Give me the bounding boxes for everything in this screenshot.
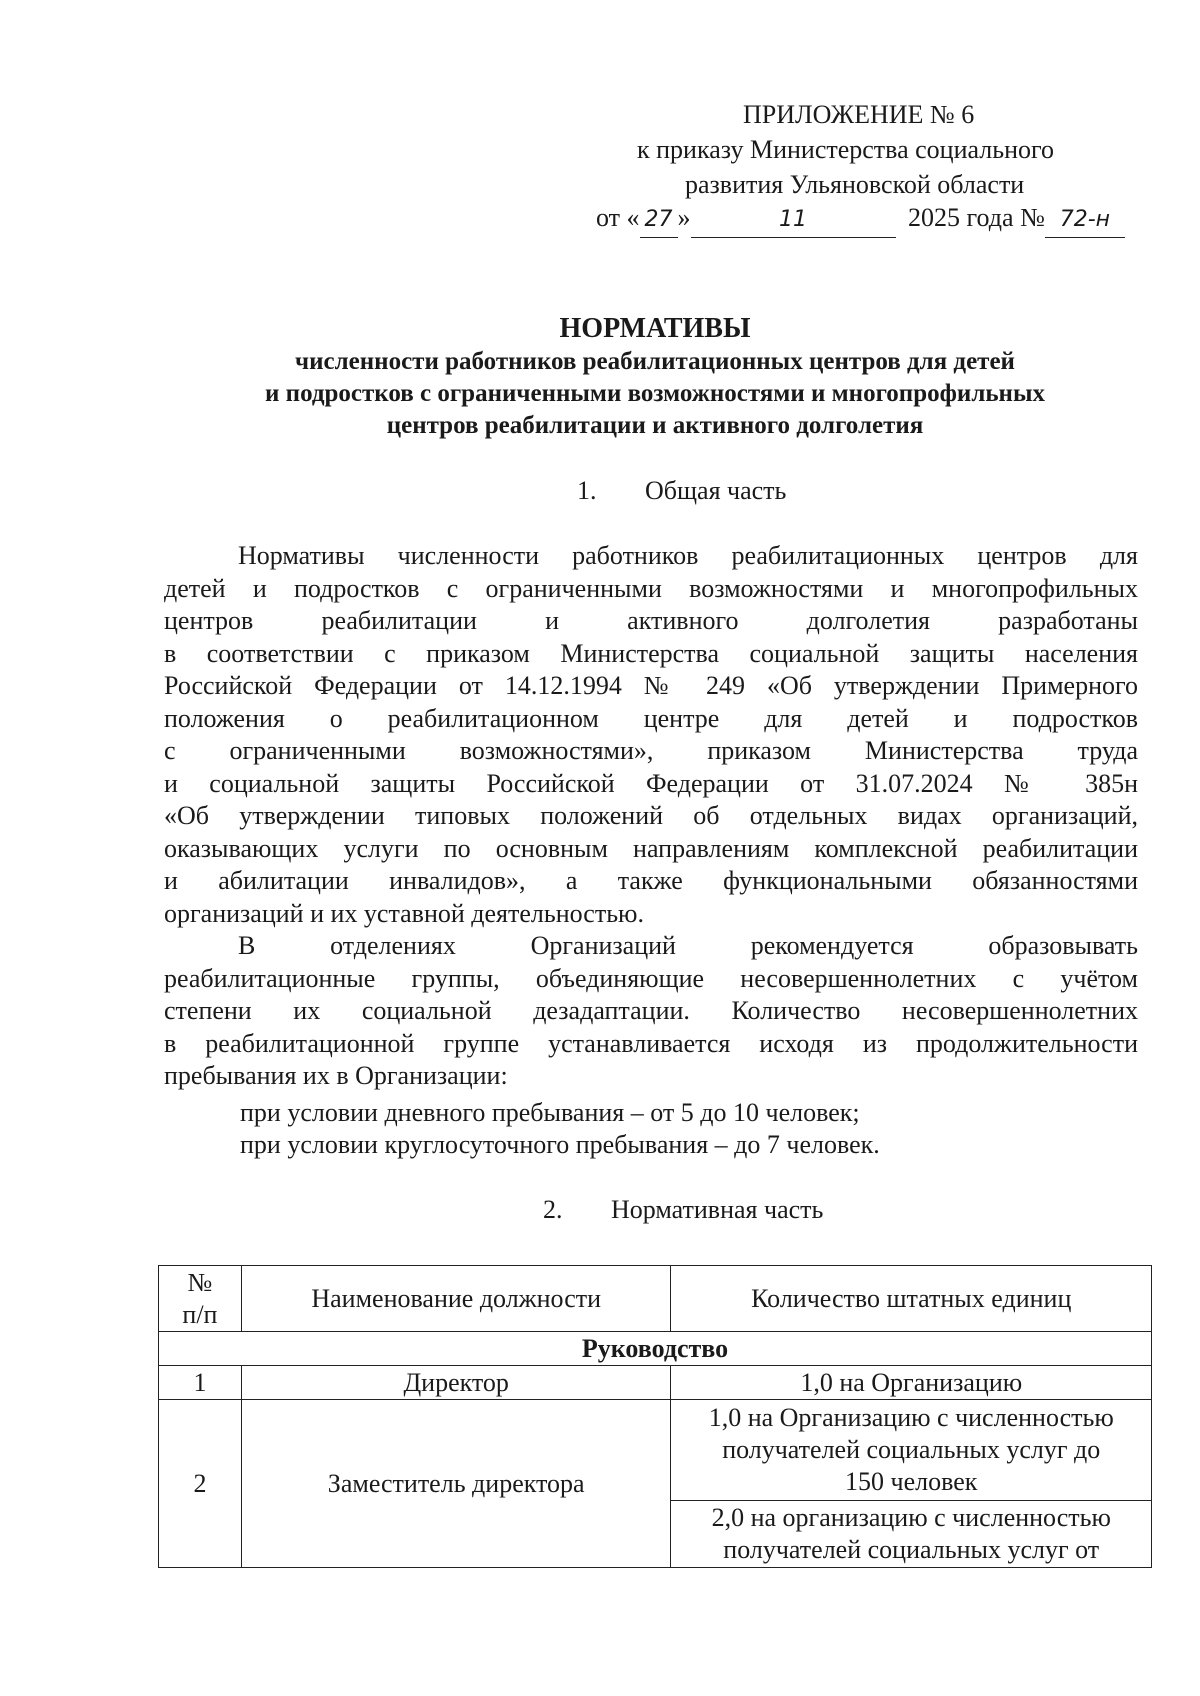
- header-number-abbr: п/п: [182, 1299, 218, 1329]
- section1-number: 1.: [577, 476, 597, 505]
- table-header-row: [159, 1266, 1152, 1332]
- paragraph-line: положения о реабилитационном центре для детей и подростков: [164, 703, 1138, 733]
- order-number: 72-н: [1045, 207, 1125, 238]
- row-units: [671, 1501, 1152, 1568]
- staff-norms-table: [158, 1265, 1152, 1568]
- document-subtitle-line1: численности работников реабилитационных центров для детей: [295, 348, 1015, 375]
- header-cell-number: [159, 1266, 242, 1332]
- order-date-line: [596, 203, 1125, 238]
- row-number: 2: [159, 1400, 242, 1568]
- paragraph-line: и социальной защиты Российской Федерации от 31.07.2024 № 385н: [164, 768, 1138, 798]
- units-line: 150 человек: [845, 1467, 978, 1496]
- document-subtitle-line3: центров реабилитации и активного долголетия: [386, 412, 924, 439]
- table-group-row: [159, 1332, 1152, 1366]
- paragraph-line: «Об утверждении типовых положений об отдельных видах организаций,: [164, 801, 1138, 830]
- header-cell-units: Количество штатных единиц: [671, 1266, 1152, 1332]
- document-title: НОРМАТИВЫ: [559, 313, 751, 344]
- section2-title: Нормативная часть: [611, 1195, 824, 1224]
- units-line: 2,0 на организацию с численностью: [711, 1503, 1111, 1532]
- paragraph-line: в реабилитационной группе устанавливается исходя из продолжительности: [164, 1028, 1138, 1058]
- units-line: получателей социальных услуг от: [723, 1535, 1100, 1564]
- table-row: [159, 1366, 1152, 1400]
- appendix-title: ПРИЛОЖЕНИЕ № 6: [743, 100, 975, 129]
- paragraph-line: и абилитации инвалидов», а также функциональными обязанностями: [164, 866, 1138, 895]
- row-number: 1: [159, 1366, 242, 1400]
- list-item-round-clock-stay: при условии круглосуточного пребывания – до 7 человек.: [240, 1130, 880, 1159]
- date-prefix: от «: [596, 203, 640, 232]
- order-reference-line1: к приказу Министерства социального: [637, 135, 1055, 164]
- header-number-symbol: №: [187, 1267, 213, 1297]
- paragraph-line: оказывающих услуги по основным направлениям комплексной реабилитации: [164, 833, 1138, 863]
- section1-title: Общая часть: [645, 476, 787, 505]
- paragraph-line: степени их социальной дезадаптации. Количество несовершеннолетних: [164, 996, 1138, 1025]
- paragraph-line: Российской Федерации от 14.12.1994 № 249 «Об утверждении Примерного: [164, 671, 1138, 700]
- paragraph-line: в соответствии с приказом Министерства социальной защиты населения: [164, 638, 1138, 668]
- group-management: Руководство: [159, 1332, 1152, 1366]
- paragraph-line: организаций и их уставной деятельностью.: [164, 898, 644, 928]
- section1-heading: [577, 476, 786, 506]
- order-day: 27: [640, 207, 678, 238]
- row-units: [671, 1400, 1152, 1501]
- paragraph-general: [164, 540, 1138, 930]
- order-reference-line2: развития Ульяновской области: [685, 170, 1025, 199]
- units-line: 1,0 на Организацию с численностью: [708, 1403, 1114, 1432]
- list-item-day-stay: при условии дневного пребывания – от 5 до 10 человек;: [240, 1098, 860, 1127]
- units-line: получателей социальных услуг до: [722, 1435, 1101, 1464]
- year-text: 2025 года №: [908, 203, 1045, 232]
- paragraph-line: центров реабилитации и активного долголетия разработаны: [164, 606, 1138, 635]
- quote-close: »: [677, 203, 691, 232]
- row-position: Директор: [241, 1366, 671, 1400]
- document-subtitle-line2: и подростков с ограниченными возможностями и многопрофильных: [265, 380, 1045, 407]
- row-position: Заместитель директора: [241, 1400, 671, 1568]
- section2-number: 2.: [543, 1195, 563, 1224]
- paragraph-line: пребывания их в Организации:: [164, 1061, 508, 1090]
- order-month: 11: [691, 207, 896, 238]
- header-cell-position: Наименование должности: [241, 1266, 671, 1332]
- paragraph-line: с ограниченными возможностями», приказом Министерства труда: [164, 736, 1138, 765]
- paragraph-groups: [164, 930, 1138, 1093]
- paragraph-line: реабилитационные группы, объединяющие несовершеннолетних с учётом: [164, 963, 1138, 993]
- table-row: [159, 1400, 1152, 1501]
- paragraph-line: В отделениях Организаций рекомендуется образовывать: [238, 931, 1138, 960]
- section2-heading: [543, 1195, 823, 1225]
- paragraph-line: Нормативы численности работников реабилитационных центров для: [238, 541, 1138, 570]
- paragraph-line: детей и подростков с ограниченными возможностями и многопрофильных: [164, 573, 1138, 603]
- row-units: 1,0 на Организацию: [671, 1366, 1152, 1400]
